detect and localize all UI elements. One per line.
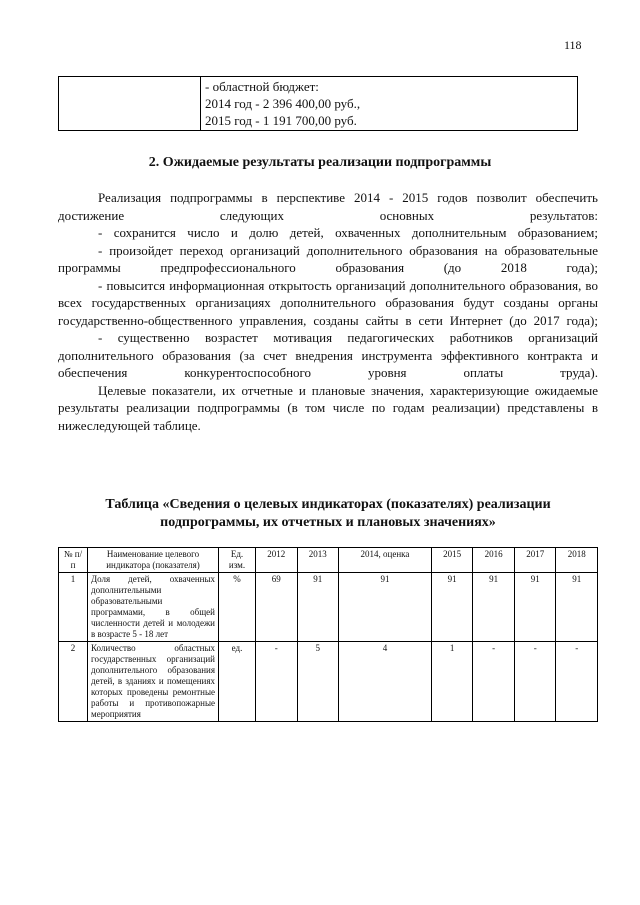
header-cell: Ед. изм.	[219, 548, 256, 573]
header-cell: 2016	[473, 548, 515, 573]
table-cell: 5	[297, 642, 339, 722]
table-cell: 91	[473, 573, 515, 642]
table-row	[59, 573, 598, 642]
paragraph: - существенно возрастет мотивация педагогических работников организаций дополнительного образования (за счет внедрения инструмента эффективного контракта и обеспечения конкурентоспособного уровня оплаты труда).	[58, 330, 598, 380]
table-header-row	[59, 548, 598, 573]
budget-line: 2015 год - 1 191 700,00 руб.	[205, 113, 357, 128]
paragraph: - сохранится число и долю детей, охваченных дополнительным образованием;	[98, 225, 598, 240]
header-cell: 2018	[556, 548, 598, 573]
budget-cell	[201, 77, 578, 131]
table-cell: %	[219, 573, 256, 642]
header-cell: 2013	[297, 548, 339, 573]
table-cell: 91	[514, 573, 556, 642]
header-cell: 2015	[431, 548, 473, 573]
table-cell: -	[556, 642, 598, 722]
table-cell: 1	[431, 642, 473, 722]
paragraph: Реализация подпрограммы в перспективе 2014 - 2015 годов позволит обеспечить достижение следующих основных результатов:	[58, 190, 598, 223]
budget-line: 2014 год - 2 396 400,00 руб.,	[205, 96, 361, 111]
header-cell: № п/п	[59, 548, 88, 573]
indicators-table	[58, 547, 598, 722]
table-cell: 91	[431, 573, 473, 642]
budget-table	[58, 76, 578, 131]
table-cell: 91	[339, 573, 432, 642]
table-cell: 2	[59, 642, 88, 722]
table-cell: ед.	[219, 642, 256, 722]
header-cell: 2014, оценка	[339, 548, 432, 573]
budget-line: - областной бюджет:	[205, 79, 319, 94]
table-title: Таблица «Сведения о целевых индикаторах (показателях) реализации подпрограммы, их отчетных и плановых значениях»	[105, 497, 551, 530]
paragraph: - произойдет переход организаций дополнительного образования на образовательные программы предпрофессионального образования (до 2018 года);	[58, 242, 598, 275]
paragraph: - повысится информационная открытость организаций дополнительного образования, во всех государственных организациях дополнительного образования будут созданы органы государственно-общественного управления, созданы сайты в сети Интернет (до 2017 года);	[58, 277, 598, 328]
table-cell: 1	[59, 573, 88, 642]
budget-empty-cell	[59, 77, 201, 131]
header-cell: Наименование целевого индикатора (показателя)	[88, 548, 219, 573]
table-cell: 69	[256, 573, 298, 642]
table-cell: -	[473, 642, 515, 722]
table-row	[59, 642, 598, 722]
paragraph: Целевые показатели, их отчетные и плановые значения, характеризующие ожидаемые результаты реализации подпрограммы (в том числе по годам реализации) представлены в нижеследующей таблице.	[58, 382, 598, 433]
section-title: 2. Ожидаемые результаты реализации подпрограммы	[148, 155, 492, 170]
table-cell: 91	[297, 573, 339, 642]
table-cell: -	[514, 642, 556, 722]
header-cell: 2017	[514, 548, 556, 573]
header-cell: 2012	[256, 548, 298, 573]
table-cell: Количество областных государственных организаций дополнительного образования детей, в зданиях и помещениях которых проведены ремонтные работы и противопожарные мероприятия	[88, 642, 219, 722]
table-cell: 91	[556, 573, 598, 642]
table-cell: -	[256, 642, 298, 722]
table-cell: 4	[339, 642, 432, 722]
body-text	[58, 189, 598, 434]
page-number: 118	[564, 38, 582, 52]
table-cell: Доля детей, охваченных дополнительными образовательными программами, в общей численности детей и молодежи в возрасте 5 - 18 лет	[88, 573, 219, 642]
